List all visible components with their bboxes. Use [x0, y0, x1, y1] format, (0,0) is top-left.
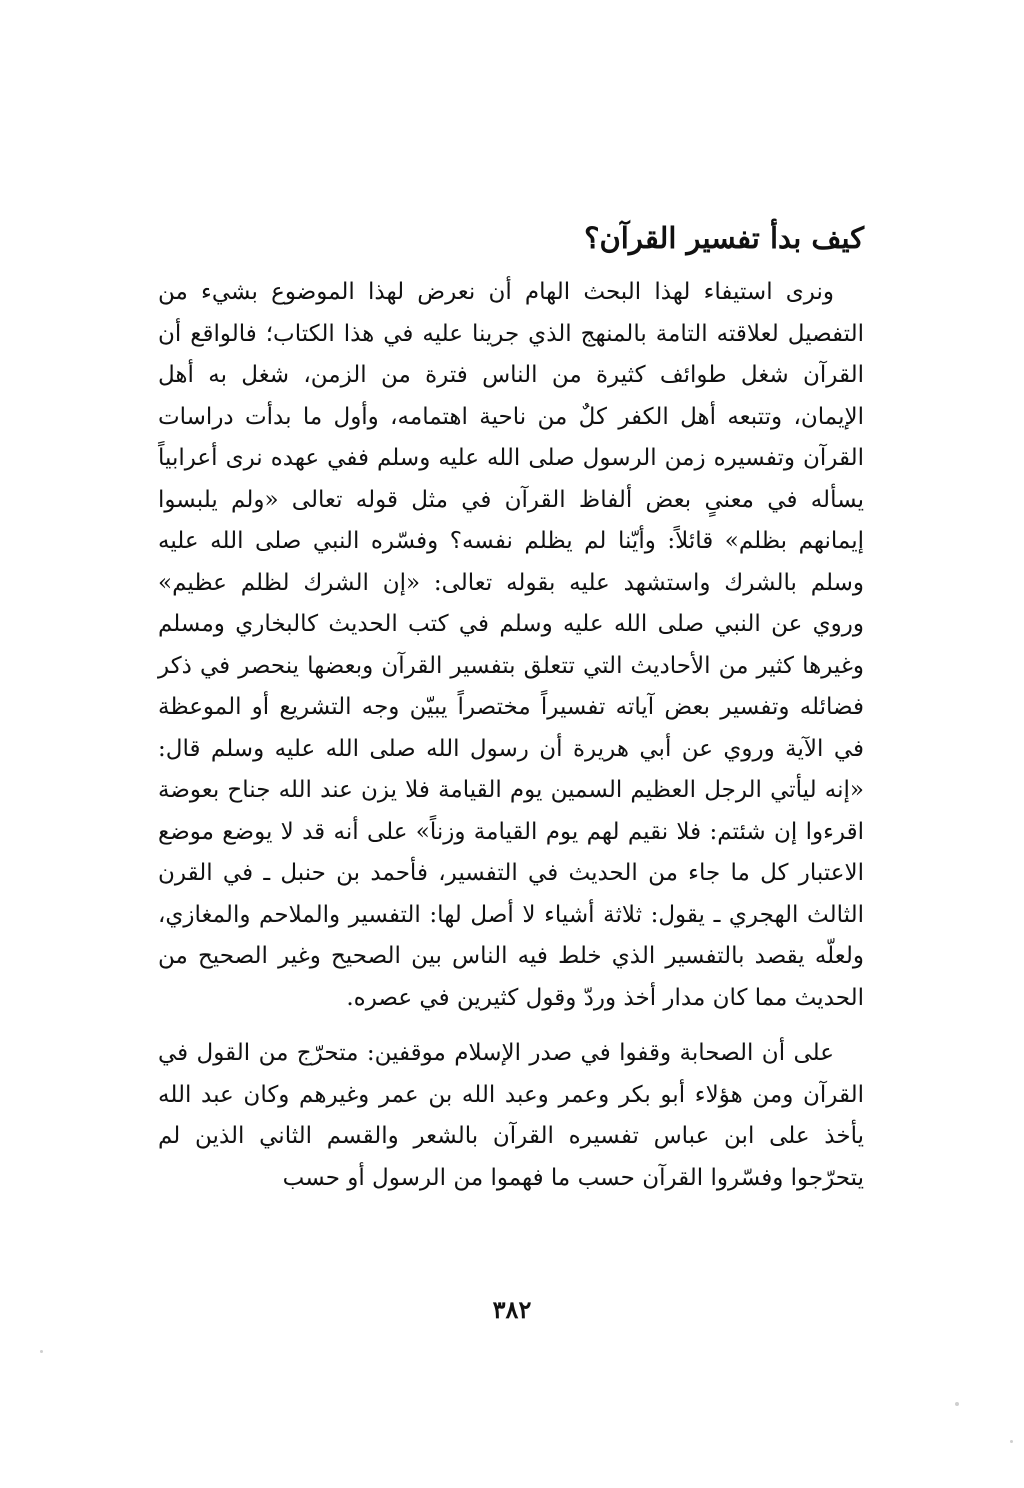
- paper-speck: [955, 1402, 959, 1406]
- paper-speck: [1010, 1440, 1013, 1443]
- paragraph-2: على أن الصحابة وقفوا في صدر الإسلام موقفين: متحرّج من القول في القرآن ومن هؤلاء أبو بكر وعمر وعبد الله بن عمر وغيرهم وكان عبد الله يأخذ على ابن عباس تفسيره القرآن بالشعر والقسم الثاني الذين لم يتحرّجوا وفسّروا القرآن حسب ما فهموا من الرسول أو حسب: [158, 1040, 864, 1191]
- section-heading: كيف بدأ تفسير القرآن؟: [584, 221, 864, 255]
- paragraph-1: ونرى استيفاء لهذا البحث الهام أن نعرض لهذا الموضوع بشيء من التفصيل لعلاقته التامة بالمنهج الذي جرينا عليه في هذا الكتاب؛ فالواقع أن القرآن شغل طوائف كثيرة من الناس فترة من الزمن، شغل به أهل الإيمان، وتتبعه أهل الكفر كلٌ من ناحية اهتمامه، وأول ما بدأت دراسات القرآن وتفسيره زمن الرسول صلى الله عليه وسلم ففي عهده نرى أعرابياً يسأله في معنىٍ بعض ألفاظ القرآن في مثل قوله تعالى «ولم يلبسوا إيمانهم بظلم» قائلاً: وأيّنا لم يظلم نفسه؟ وفسّره النبي صلى الله عليه وسلم بالشرك واستشهد عليه بقوله تعالى: «إن الشرك لظلم عظيم» وروي عن النبي صلى الله عليه وسلم في كتب الحديث كالبخاري ومسلم وغيرها كثير من الأحاديث التي تتعلق بتفسير القرآن وبعضها ينحصر في ذكر فضائله وتفسير بعض آياته تفسيراً مختصراً يبيّن وجه التشريع أو الموعظة في الآية وروي عن أبي هريرة أن رسول الله صلى الله عليه وسلم قال: «إنه ليأتي الرجل العظيم السمين يوم القيامة فلا يزن عند الله جناح بعوضة اقرءوا إن شئتم: فلا نقيم لهم يوم القيامة وزناً» على أنه قد لا يوضع موضع الاعتبار كل ما جاء من الحديث في التفسير، فأحمد بن حنبل ـ في القرن الثالث الهجري ـ يقول: ثلاثة أشياء لا أصل لها: التفسير والملاحم والمغازي، ولعلّه يقصد بالتفسير الذي خلط فيه الناس بين الصحيح وغير الصحيح من الحديث مما كان مدار أخذ وردّ وقول كثيرين في عصره.: [158, 279, 864, 1011]
- page-number: ٣٨٢: [492, 1295, 532, 1324]
- paper-speck: [40, 1350, 43, 1353]
- page-body: [158, 214, 864, 1199]
